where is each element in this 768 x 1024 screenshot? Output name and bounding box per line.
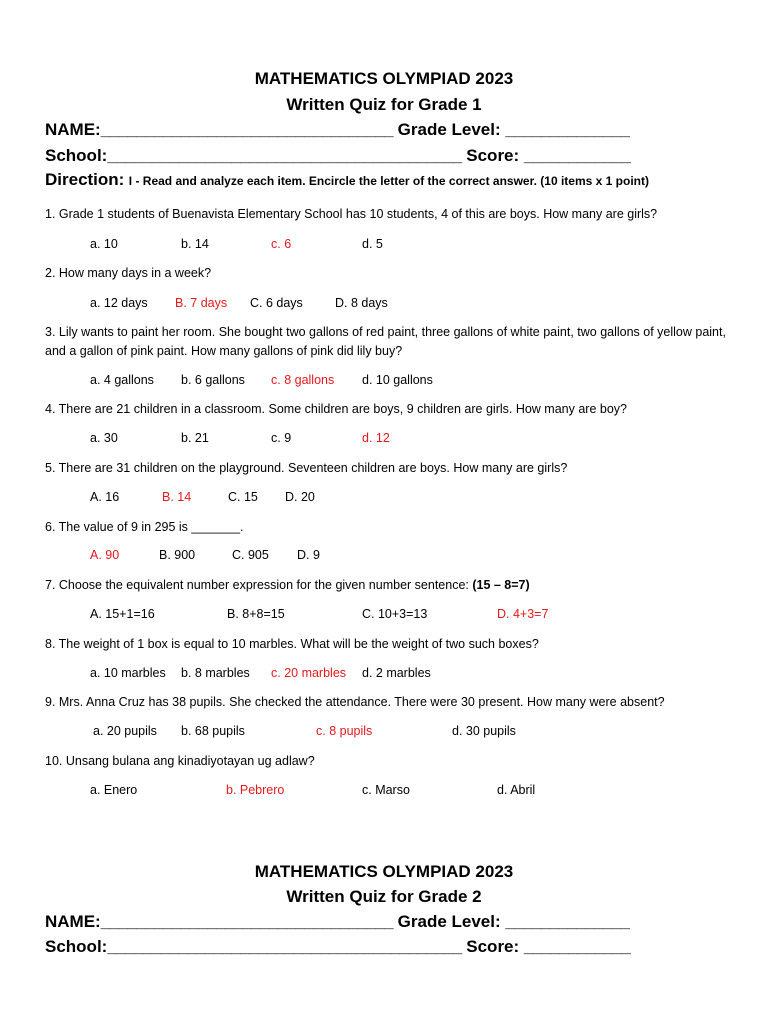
q10-choice-c[interactable]: c. Marso (362, 783, 410, 797)
school-score-line (45, 145, 725, 167)
q1-choice-b[interactable]: b. 14 (181, 237, 209, 251)
q5-choice-c[interactable]: C. 15 (228, 490, 258, 504)
grade-level-blank-2[interactable]: ______________ (505, 912, 630, 931)
quiz-title: MATHEMATICS OLYMPIAD 2023 (254, 69, 514, 88)
q1-choice-c[interactable]: c. 6 (271, 237, 292, 251)
school-score-line-2 (45, 936, 725, 958)
q4-choice-c[interactable]: c. 9 (271, 431, 292, 445)
quiz-subtitle-grade2: Written Quiz for Grade 2 (286, 887, 482, 906)
q8-choice-a[interactable]: a. 10 marbles (90, 666, 166, 680)
q1-choice-a[interactable]: a. 10 (90, 237, 118, 251)
q1-choice-d[interactable]: d. 5 (362, 237, 383, 251)
quiz-title-grade2: MATHEMATICS OLYMPIAD 2023 (254, 862, 514, 881)
q7-choice-b[interactable]: B. 8+8=15 (227, 607, 285, 621)
q7-choice-a[interactable]: A. 15+1=16 (90, 607, 155, 621)
name-blank-2[interactable]: _________________________________ (100, 912, 393, 931)
school-label: School: (45, 146, 108, 165)
question-2: 2. How many days in a week? (45, 266, 212, 280)
q2-choice-a[interactable]: a. 12 days (90, 296, 148, 310)
q8-choice-c[interactable]: c. 20 marbles (271, 666, 347, 680)
name-grade-line-2 (45, 911, 725, 933)
q6-choice-b[interactable]: B. 900 (159, 548, 196, 562)
q3-choice-d[interactable]: d. 10 gallons (362, 373, 433, 387)
grade-level-label: Grade Level: (397, 120, 501, 139)
question-7 (45, 576, 735, 595)
question-5: 5. There are 31 children on the playground. Seventeen children are boys. How many are girls? (45, 461, 568, 475)
question-6: 6. The value of 9 in 295 is _______. (45, 520, 244, 534)
q5-choice-a[interactable]: A. 16 (90, 490, 120, 504)
question-7-sentence: (15 – 8=7) (472, 578, 530, 592)
q4-choice-b[interactable]: b. 21 (181, 431, 209, 445)
score-label-2: Score: (466, 937, 520, 956)
name-blank[interactable]: _________________________________ (100, 120, 393, 139)
direction-label: Direction: (45, 170, 125, 189)
q5-choice-b[interactable]: B. 14 (162, 490, 192, 504)
q9-choice-a[interactable]: a. 20 pupils (93, 724, 157, 738)
q2-choice-d[interactable]: D. 8 days (335, 296, 388, 310)
q7-choice-c[interactable]: C. 10+3=13 (362, 607, 428, 621)
question-4: 4. There are 21 children in a classroom. Some children are boys, 9 children are girls. How many are boy? (45, 402, 627, 416)
q4-choice-d[interactable]: d. 12 (362, 431, 390, 445)
school-blank-2[interactable]: ________________________________________ (107, 937, 462, 956)
q2-choice-c[interactable]: C. 6 days (250, 296, 303, 310)
question-3: 3. Lily wants to paint her room. She bought two gallons of red paint, three gallons of white paint, two gallons of yellow paint, and a gallon of pink paint. How many gallons of pink did lily buy? (45, 325, 726, 358)
q6-choice-a[interactable]: A. 90 (90, 548, 120, 562)
school-label-2: School: (45, 937, 108, 956)
name-label-2: NAME: (45, 912, 101, 931)
direction-line (45, 170, 745, 190)
q10-choice-d[interactable]: d. Abril (497, 783, 536, 797)
grade-level-blank[interactable]: ______________ (505, 120, 630, 139)
direction-text: I - Read and analyze each item. Encircle the letter of the correct answer. (10 items x 1 point) (128, 174, 649, 188)
q8-choice-d[interactable]: d. 2 marbles (362, 666, 431, 680)
school-blank[interactable]: ________________________________________ (107, 146, 462, 165)
q10-choice-b[interactable]: b. Pebrero (226, 783, 285, 797)
question-9: 9. Mrs. Anna Cruz has 38 pupils. She checked the attendance. There were 30 present. How many were absent? (45, 695, 665, 709)
name-label: NAME: (45, 120, 101, 139)
question-7-text: 7. Choose the equivalent number expression for the given number sentence: (45, 578, 473, 592)
question-8: 8. The weight of 1 box is equal to 10 marbles. What will be the weight of two such boxes? (45, 637, 539, 651)
q4-choice-a[interactable]: a. 30 (90, 431, 118, 445)
score-label: Score: (466, 146, 520, 165)
name-grade-line (45, 119, 725, 141)
q3-choice-b[interactable]: b. 6 gallons (181, 373, 245, 387)
score-blank-2[interactable]: ____________ (523, 937, 631, 956)
q6-choice-c[interactable]: C. 905 (232, 548, 269, 562)
q6-choice-d[interactable]: D. 9 (297, 548, 320, 562)
q10-choice-a[interactable]: a. Enero (90, 783, 138, 797)
q3-choice-c[interactable]: c. 8 gallons (271, 373, 335, 387)
q9-choice-d[interactable]: d. 30 pupils (452, 724, 516, 738)
quiz-subtitle: Written Quiz for Grade 1 (286, 95, 482, 114)
grade-level-label-2: Grade Level: (397, 912, 501, 931)
q8-choice-b[interactable]: b. 8 marbles (181, 666, 250, 680)
q5-choice-d[interactable]: D. 20 (285, 490, 315, 504)
q9-choice-c[interactable]: c. 8 pupils (316, 724, 373, 738)
q9-choice-b[interactable]: b. 68 pupils (181, 724, 245, 738)
q3-choice-a[interactable]: a. 4 gallons (90, 373, 154, 387)
question-10: 10. Unsang bulana ang kinadiyotayan ug adlaw? (45, 754, 315, 768)
question-1: 1. Grade 1 students of Buenavista Elementary School has 10 students, 4 of this are boys. How many are girls? (45, 207, 658, 221)
q7-choice-d[interactable]: D. 4+3=7 (497, 607, 549, 621)
score-blank[interactable]: ____________ (523, 146, 631, 165)
q2-choice-b[interactable]: B. 7 days (175, 296, 228, 310)
